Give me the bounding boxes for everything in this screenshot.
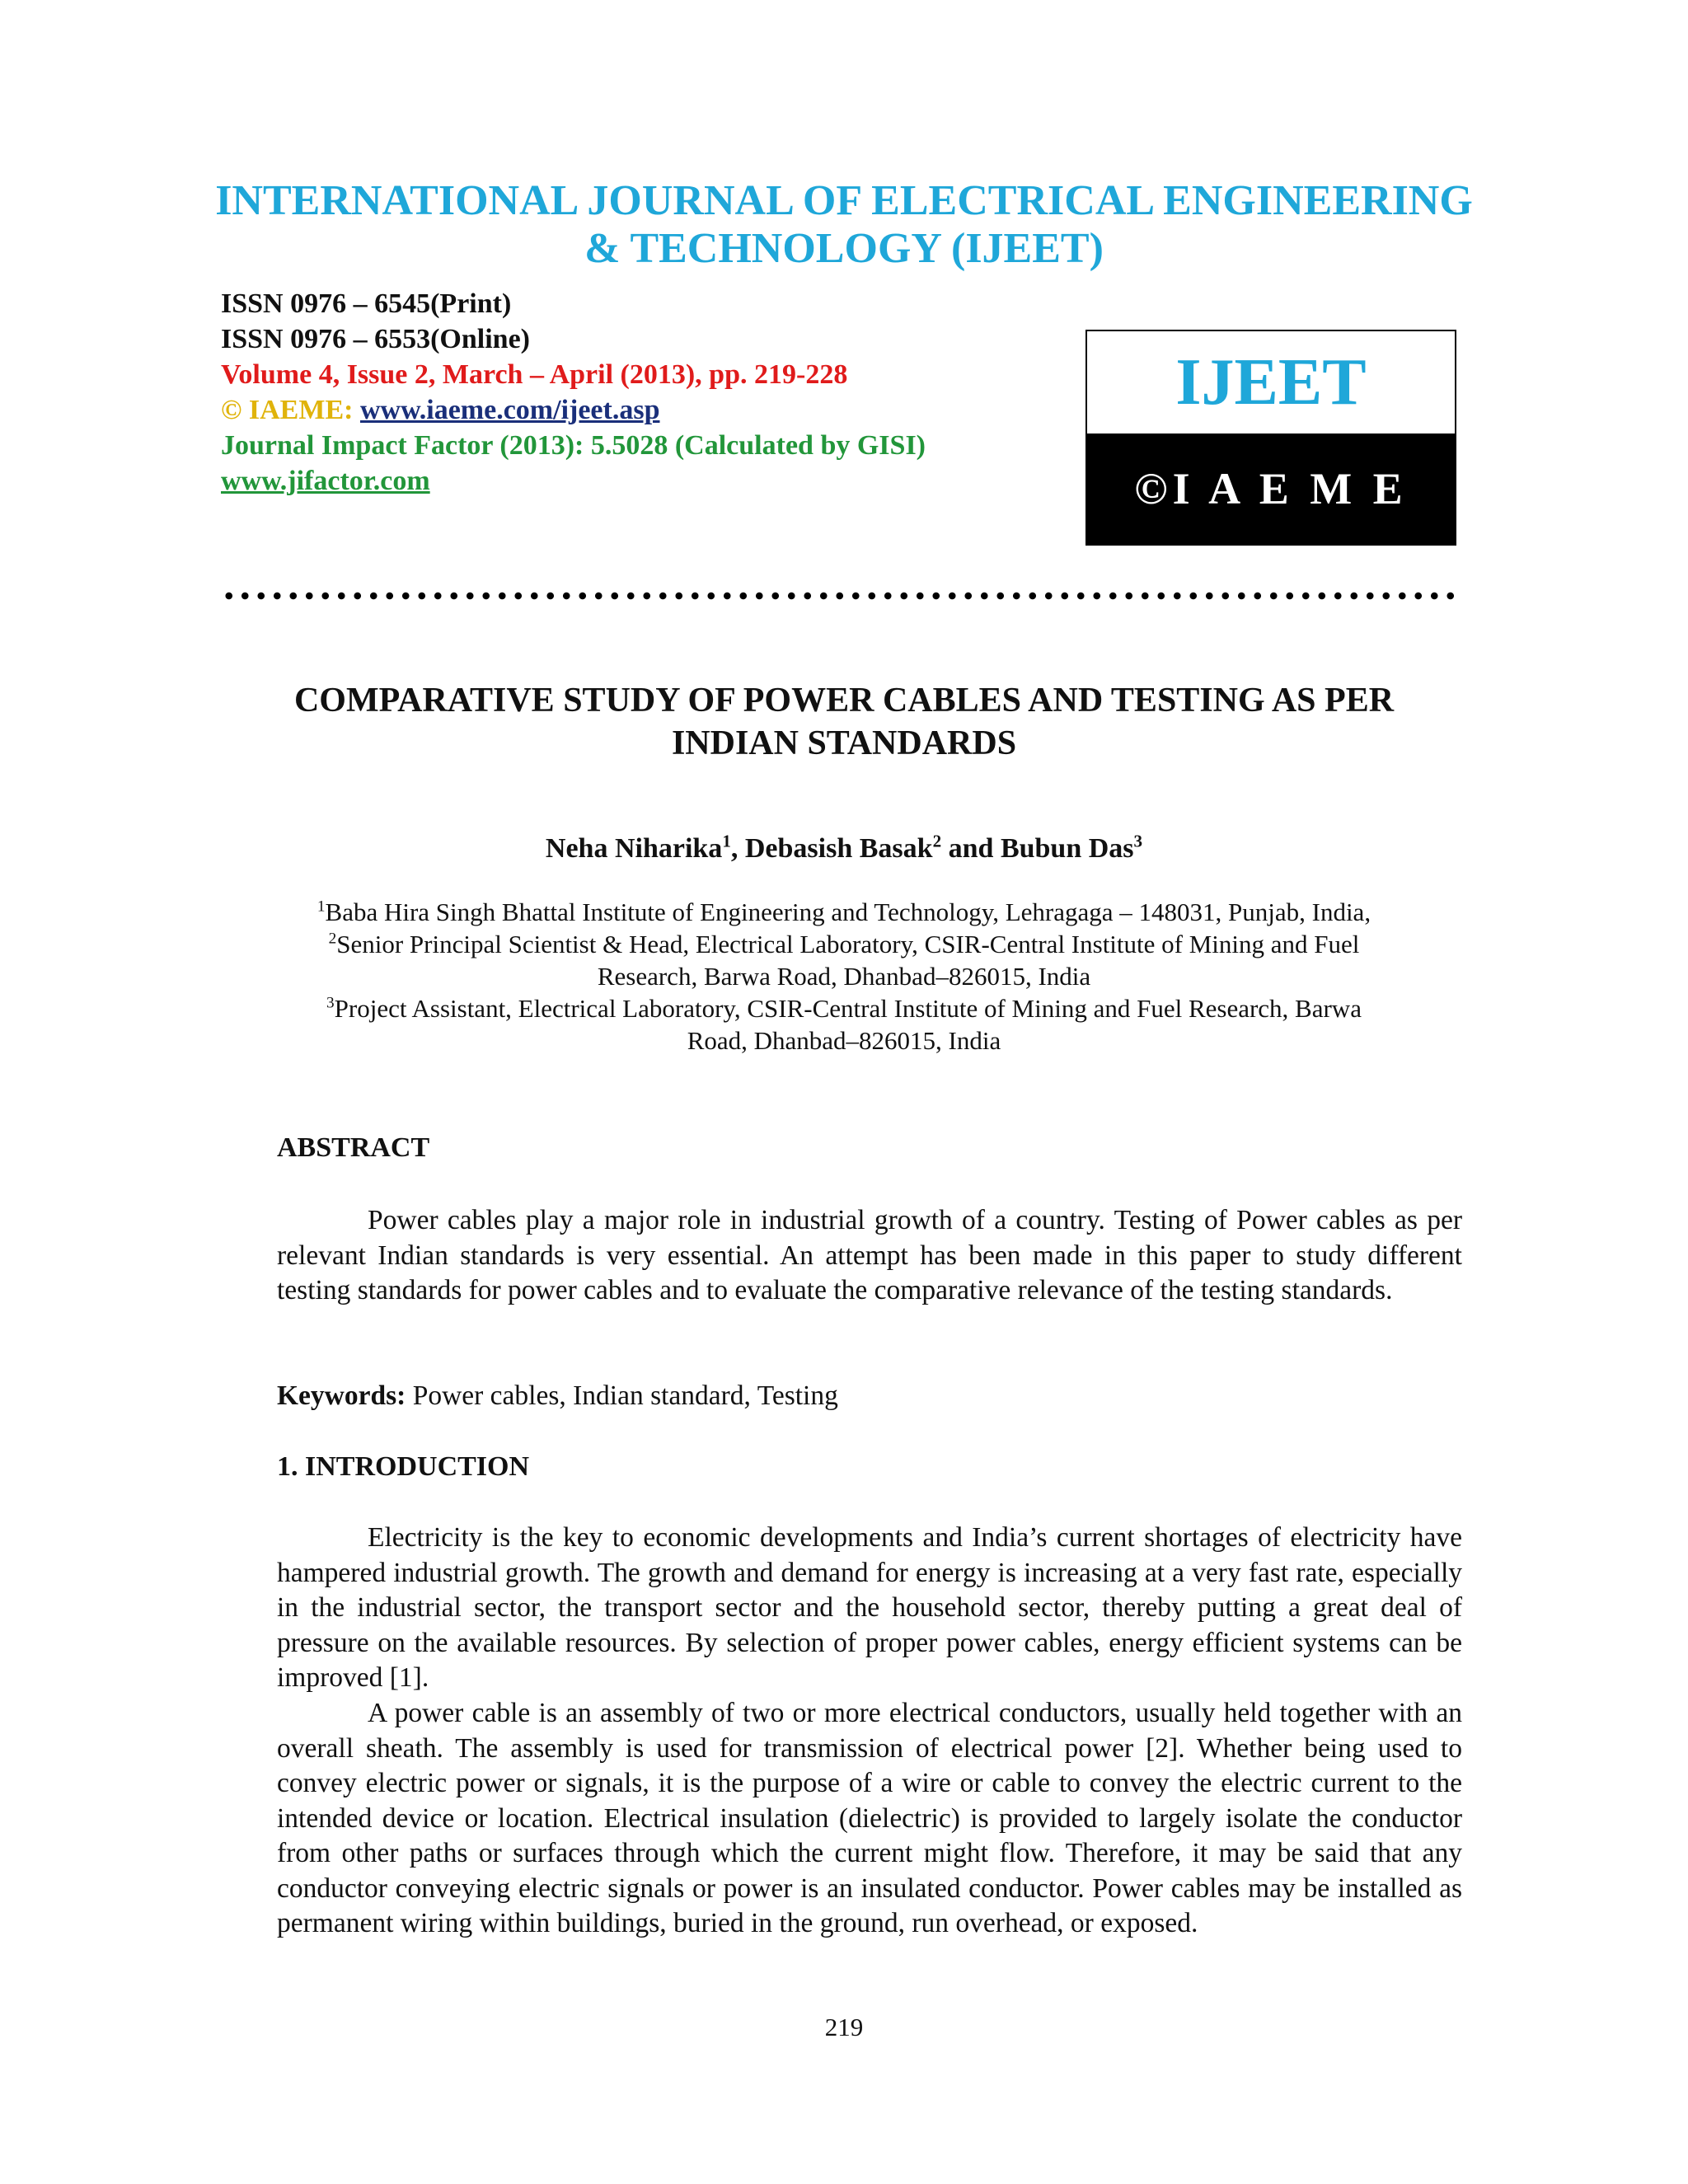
author-sup: 2 [932,831,942,851]
affiliation-text: Project Assistant, Electrical Laboratory, CSIR-Central Institute of Mining and Fuel Research, Barwa [334,994,1362,1023]
affiliation-sup: 2 [328,930,337,948]
author-sup: 1 [722,831,731,851]
authors [0,832,1688,865]
affiliation-2 [0,928,1688,960]
copyright-label: © IAEME: [221,395,360,425]
impact-factor [221,428,926,464]
introduction-heading: 1. INTRODUCTION [277,1451,530,1482]
author-name: Bubun Das [1000,833,1134,864]
logo-iaeme-text: ©I A E M E [1087,434,1455,544]
affiliation-3 [0,992,1688,1024]
volume-info [221,357,847,393]
ijeet-logo [1085,330,1456,546]
journal-title-line1: INTERNATIONAL JOURNAL OF ELECTRICAL ENGINEERING [215,177,1473,224]
page-number: 219 [824,2013,864,2041]
impact-factor-text: Journal Impact Factor (2013): 5.5028 (Calculated by GISI) [221,430,926,461]
keywords-label: Keywords: [277,1380,406,1411]
jifactor-link[interactable]: www.jifactor.com [221,466,430,496]
affiliation-1 [0,896,1688,928]
affiliation-sup: 1 [316,898,326,916]
journal-title-line2: & TECHNOLOGY (IJEET) [584,225,1104,272]
dotted-divider [221,590,1457,602]
author-name: Neha Niharika [545,833,723,864]
author-name: Debasish Basak [744,833,933,864]
abstract-text: Power cables play a major role in industrial growth of a country. Testing of Power cables as per relevant Indian standards is very essential. An attempt has been made in this paper to study different testing standards for power cables and to evaluate the comparative relevance of the testing standards. [277,1205,1462,1305]
logo-ijeet-text: IJEET [1175,345,1367,419]
jifactor-line [221,463,430,499]
issn-online: ISSN 0976 – 6553(Online) [221,324,530,354]
affiliation-sup: 3 [326,994,335,1012]
affiliation-text: Senior Principal Scientist & Head, Electrical Laboratory, CSIR-Central Institute of Mining and Fuel [336,930,1360,958]
journal-url-link[interactable]: www.iaeme.com/ijeet.asp [359,395,660,425]
affiliation-3-cont: Road, Dhanbad–826015, India [687,1026,1001,1055]
intro-paragraph-2: A power cable is an assembly of two or more electrical conductors, usually held together with an overall sheath. The assembly is used for transmission of electrical power [2]. Whether being used to convey electric power or signals, it is the purpose of a wire or cable to convey the electric current to the intended device or location. Electrical insulation (dielectric) is provided to largely isolate the conductor from other paths or surfaces through which the current might flow. Therefore, it may be said that any conductor conveying electric signals or power is an insulated conductor. Power cables may be installed as permanent wiring within buildings, buried in the ground, run overhead, or exposed. [277,1698,1462,1938]
keywords-text: Power cables, Indian standard, Testing [406,1380,838,1411]
affiliation-2-cont: Research, Barwa Road, Dhanbad–826015, India [597,962,1091,991]
paper-title-line2: INDIAN STANDARDS [671,724,1017,762]
issn-print: ISSN 0976 – 6545(Print) [221,288,512,319]
paper-title-line1: COMPARATIVE STUDY OF POWER CABLES AND TESTING AS PER [293,682,1395,719]
keywords-line [277,1379,1462,1414]
author-sup: 3 [1133,831,1143,851]
abstract-heading: ABSTRACT [277,1132,430,1163]
affiliation-text: Baba Hira Singh Bhattal Institute of Engineering and Technology, Lehragaga – 148031, Punjab, India, [325,898,1372,926]
copyright-line [221,392,659,429]
author-sep: , [730,833,745,864]
author-sep: and [941,833,1001,864]
intro-paragraph-1: Electricity is the key to economic developments and India’s current shortages of electricity have hampered industrial growth. The growth and demand for energy is increasing at a very fast rate, especially in the industrial sector, the transport sector and the household sector, thereby putting a great deal of pressure on the available resources. By selection of proper power cables, energy efficient systems can be improved [1]. [277,1522,1462,1693]
volume-text: Volume 4, Issue 2, March – April (2013), pp. 219-228 [221,359,848,390]
